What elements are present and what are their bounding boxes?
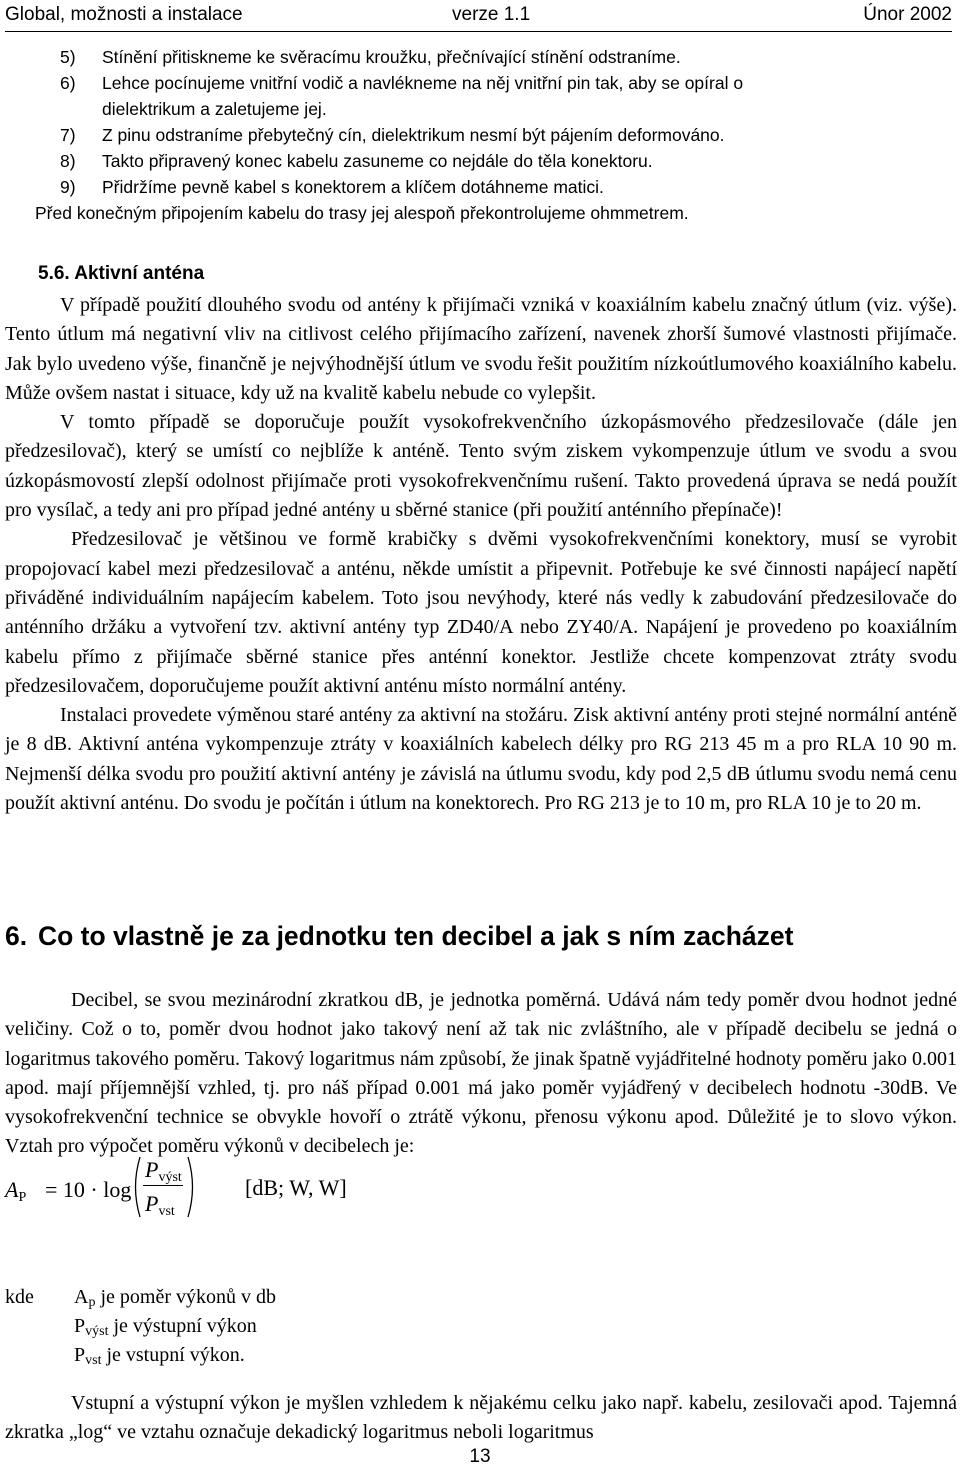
paragraph: Instalaci provedete výměnou staré antény za aktivní na stožáru. Zisk aktivní antény proti stejné normální anténě je 8 dB. Aktivní anténa vykompenzuje ztráty v koaxiálních kabelech délky pro RG 213 45 m a pro RLA 10 90 m. Nejmenší délka svodu pro použití aktivní antény je závislá na útlumu svodu, kdy pod 2,5 dB útlumu svodu nemá cenu použít aktivní anténu. Do svodu je počítán i útlum na konektorech. Pro RG 213 je to 10 m, pro RLA 10 je to 20 m. — [5, 704, 957, 815]
step-number: 5) — [60, 47, 76, 67]
step-number: 6) — [60, 73, 76, 93]
list-item — [60, 122, 950, 148]
paragraph: Vstupní a výstupní výkon je myšlen vzhledem k nějakému celku jako např. kabelu, zesilovači apod. Tajemná zkratka „log“ ve vztahu označuje dekadický logaritmus neboli logaritmus — [5, 1392, 957, 1444]
paragraph: Decibel, se svou mezinárodní zkratkou dB, je jednotka poměrná. Udává nám tedy poměr dvou hodnot jedné veličiny. Což o to, poměr dvou hodnot jako takový není až tak nic zvláštního, ale v případě decibelu se jedná o logaritmus takového poměru. Takový logaritmus nám způsobí, že jinak špatně vyjádřitelné hodnoty poměru jako 0.001 apod. mají příjemnější vzhled, tj. pro náš případ 0.001 má jako poměr vyjádřený v decibelech hodnotu -30dB. Ve vysokofrekvenční technice se obvykle hovoří o ztrátě výkonu, přenosu výkonu apod. Důležité je to slovo výkon. Vztah pro výpočet poměru výkonů v decibelech je: — [5, 989, 957, 1158]
definition-text: $A_p$ je poměr výkonů v db — [74, 1286, 276, 1310]
section-5-6-body — [5, 291, 957, 818]
formula-numerator: $P_{výst}$ — [145, 1157, 182, 1185]
paragraph: V případě použití dlouhého svodu od antény k přijímači vzniká v koaxiálním kabelu značný útlum (viz. výše). Tento útlum má negativní vliv na citlivost celého přijímacího zařízení, navenek zhorší šumové vlastnosti přijímače. Jak bylo uvedeno výše, finančně je nejvýhodnější útlum ve svodu řešit použitím nízkoútlumového koaxiálního kabelu. Může ovšem nastat i situace, kdy už na kvalitě kabelu nebude co vylepšit. — [5, 294, 957, 404]
section-6-intro — [5, 986, 957, 1162]
header-title: Global, možnosti a instalace — [5, 4, 243, 25]
steps-list — [35, 44, 950, 226]
paragraph: Předzesilovač je většinou ve formě krabičky s dvěmi vysokofrekvenčními konektory, musí se vyrobit propojovací kabel mezi předzesilovač a anténu, někde umístit a připevnit. Potřebuje ke své činnosti napájecí napětí přiváděné individuálním napájecím kabelem. Toto jsou nevýhody, které nás vedly k zabudování předzesilovače do anténního držáku a vytvoření tzv. aktivní antény typ ZD40/A nebo ZY40/A. Napájení je provedeno po koaxiálním kabelu přímo z přijímače sběrné stanice přes anténní konektor. Jestliže chcete kompenzovat ztráty svodu předzesilovačem, doporučujeme použít aktivní anténu místo normální antény. — [5, 528, 957, 697]
section-heading-5-6: 5.6. Aktivní anténa — [38, 263, 205, 284]
left-paren — [129, 1155, 143, 1219]
formula-lhs: $A_P$ — [5, 1177, 27, 1205]
step-text: Takto připravený konec kabelu zasuneme co nejdále do těla konektoru. — [102, 151, 653, 171]
section-6-continuation — [5, 1389, 957, 1448]
step-text: Lehce pocínujeme vnitřní vodič a navlékneme na něj vnitřní pin tak, aby se opíral o — [102, 73, 744, 93]
section-title: Co to vlastně je za jednotku ten decibel a jak s ním zacházet — [38, 921, 794, 951]
right-paren — [185, 1155, 199, 1219]
section-number: 6. — [5, 921, 28, 951]
list-item — [60, 174, 950, 200]
page-number: 13 — [469, 1446, 491, 1467]
paragraph: V tomto případě se doporučuje použít vysokofrekvenčního úzkopásmového předzesilovače (dále jen předzesilovač), který se umístí co nejblíže k anténě. Tento svým ziskem vykompenzuje útlum ve svodu a svou úzkopásmovostí zlepší odolnost přijímače proti vysokofrekvenčnímu rušení. Takto provedená úprava se nedá použít pro vysílač, a tedy ani pro případ jedné antény u sběrné stanice (při použití anténního přepínače)! — [5, 411, 957, 522]
step-number: 8) — [60, 151, 76, 171]
list-item — [60, 70, 950, 96]
formula-denominator: $P_{vst}$ — [145, 1191, 175, 1219]
step-number: 7) — [60, 125, 76, 145]
after-steps-note: Před konečným připojením kabelu do trasy jej alespoň překontrolujeme ohmmetrem. — [35, 203, 689, 223]
step-text: Přidržíme pevně kabel s konektorem a klíčem dotáhneme matici. — [102, 177, 604, 197]
defs-label: kde — [5, 1286, 34, 1308]
definition-text: $P_{výst}$ je výstupní výkon — [74, 1315, 257, 1339]
header-divider — [5, 31, 952, 32]
header-date: Únor 2002 — [863, 4, 952, 25]
step-text: dielektrikum a zaletujeme jej. — [102, 99, 327, 119]
definition-text: $P_{vst}$ je vstupní výkon. — [74, 1344, 245, 1368]
step-text: Z pinu odstraníme přebytečný cín, dielektrikum nesmí být pájením deformováno. — [102, 125, 725, 145]
page-header — [5, 4, 952, 30]
power-ratio-formula — [5, 1155, 565, 1225]
list-item — [60, 148, 950, 174]
list-item — [60, 96, 950, 122]
step-text: Stínění přitiskneme ke svěracímu kroužku, přečnívající stínění odstraníme. — [102, 47, 681, 67]
fraction-bar — [143, 1185, 183, 1186]
formula-units: [dB; W, W] — [245, 1175, 347, 1200]
formula-equals: = 10 · log — [45, 1177, 132, 1202]
step-number: 9) — [60, 177, 76, 197]
section-heading-6 — [5, 921, 793, 952]
list-item — [60, 44, 950, 70]
header-version: verze 1.1 — [452, 4, 531, 25]
